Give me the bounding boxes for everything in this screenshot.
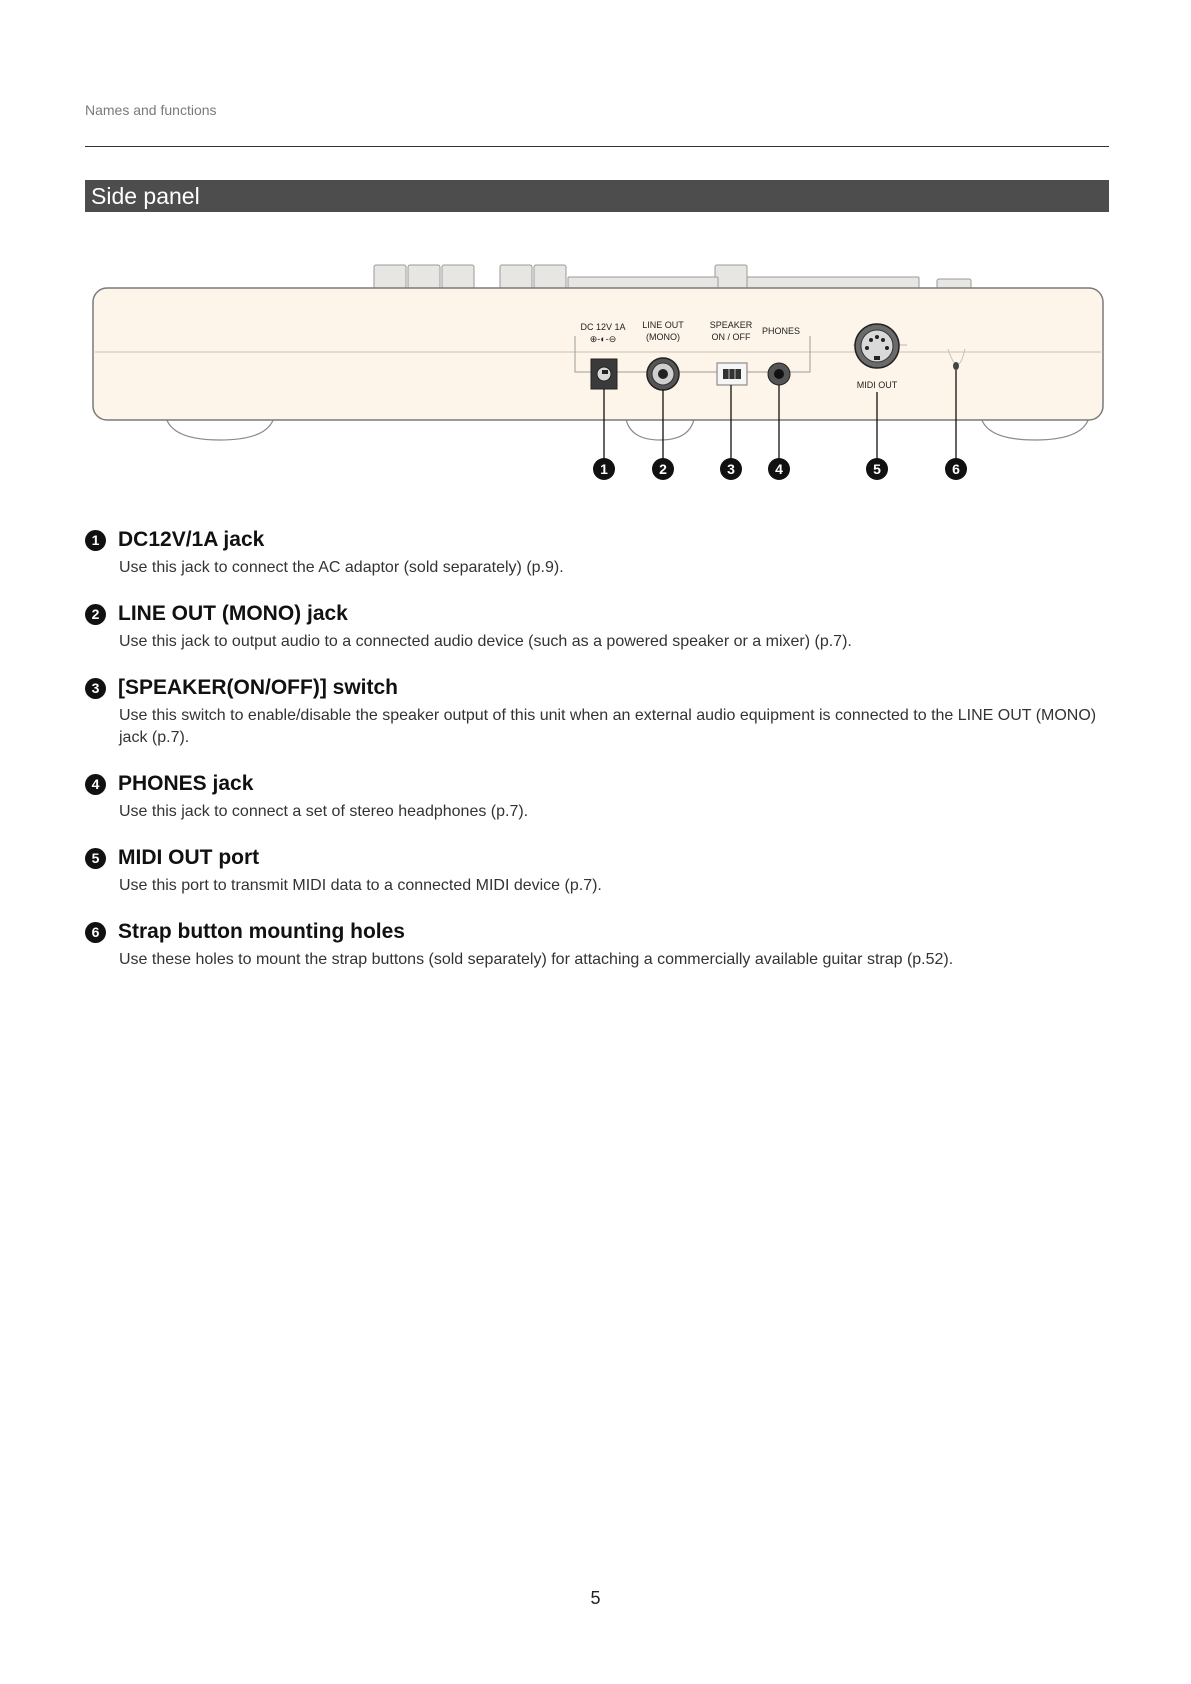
item-description: Use these holes to mount the strap buttons (sold separately) for attaching a commercially available guitar strap (p.52). xyxy=(119,951,954,968)
item-number: 3 xyxy=(85,678,106,699)
callout-4 xyxy=(768,458,790,480)
item-description: Use this port to transmit MIDI data to a connected MIDI device (p.7). xyxy=(119,877,602,894)
item-title: [SPEAKER(ON/OFF)] switch xyxy=(118,676,399,699)
phones-label: PHONES xyxy=(761,326,801,336)
item-description: Use this jack to output audio to a connected audio device (such as a powered speaker or a mixer) (p.7). xyxy=(119,633,852,650)
item-number: 6 xyxy=(85,922,106,943)
svg-text:1: 1 xyxy=(600,461,608,477)
item-title: DC12V/1A jack xyxy=(118,528,265,551)
keys xyxy=(374,265,971,289)
callout-3 xyxy=(720,458,742,480)
callout-1 xyxy=(593,458,615,480)
speaker-sublabel: ON / OFF xyxy=(711,332,751,342)
item-title: LINE OUT (MONO) jack xyxy=(118,602,348,625)
svg-text:6: 6 xyxy=(952,461,960,477)
item-number: 1 xyxy=(85,530,106,551)
line-out-sublabel: (MONO) xyxy=(646,332,680,342)
side-panel-illustration xyxy=(85,250,1109,490)
page-number: 5 xyxy=(590,1588,601,1608)
list-item xyxy=(85,917,1109,971)
phones-jack xyxy=(768,363,790,385)
speaker-switch xyxy=(717,363,747,385)
line-out-label: LINE OUT xyxy=(642,320,684,330)
list-item xyxy=(85,525,1109,579)
svg-text:2: 2 xyxy=(659,461,667,477)
item-title: PHONES jack xyxy=(118,772,254,795)
item-description: Use this jack to connect the AC adaptor (sold separately) (p.9). xyxy=(119,559,564,576)
item-number: 2 xyxy=(85,604,106,625)
list-item xyxy=(85,769,1109,823)
callout-6 xyxy=(945,458,967,480)
svg-text:5: 5 xyxy=(873,461,881,477)
dc-jack xyxy=(591,359,617,389)
item-title: MIDI OUT port xyxy=(118,846,260,869)
callout-2 xyxy=(652,458,674,480)
item-number: 4 xyxy=(85,774,106,795)
running-header: Names and functions xyxy=(85,102,217,118)
item-title: Strap button mounting holes xyxy=(118,920,405,943)
list-item xyxy=(85,599,1109,653)
item-description: Use this jack to connect a set of stereo headphones (p.7). xyxy=(119,803,529,820)
section-title: Side panel xyxy=(85,180,1109,212)
item-list xyxy=(85,525,1109,991)
dc-label: DC 12V 1A xyxy=(580,322,626,332)
item-description: Use this switch to enable/disable the speaker output of this unit when an external audio equipment is connected to the LINE OUT (MONO) jack (p.7). xyxy=(119,707,1097,746)
list-item xyxy=(85,843,1109,897)
speaker-label: SPEAKER xyxy=(709,320,753,330)
line-out-jack xyxy=(647,358,679,390)
midi-out-port xyxy=(855,324,899,368)
callout-5 xyxy=(866,458,888,480)
list-item xyxy=(85,673,1109,749)
polarity-label: ⊕-◐-⊖ xyxy=(589,334,617,344)
header-rule xyxy=(85,146,1109,147)
midi-out-label: MIDI OUT xyxy=(856,380,898,390)
svg-text:3: 3 xyxy=(727,461,735,477)
item-number: 5 xyxy=(85,848,106,869)
svg-text:4: 4 xyxy=(775,461,783,477)
instrument-body xyxy=(93,288,1103,420)
